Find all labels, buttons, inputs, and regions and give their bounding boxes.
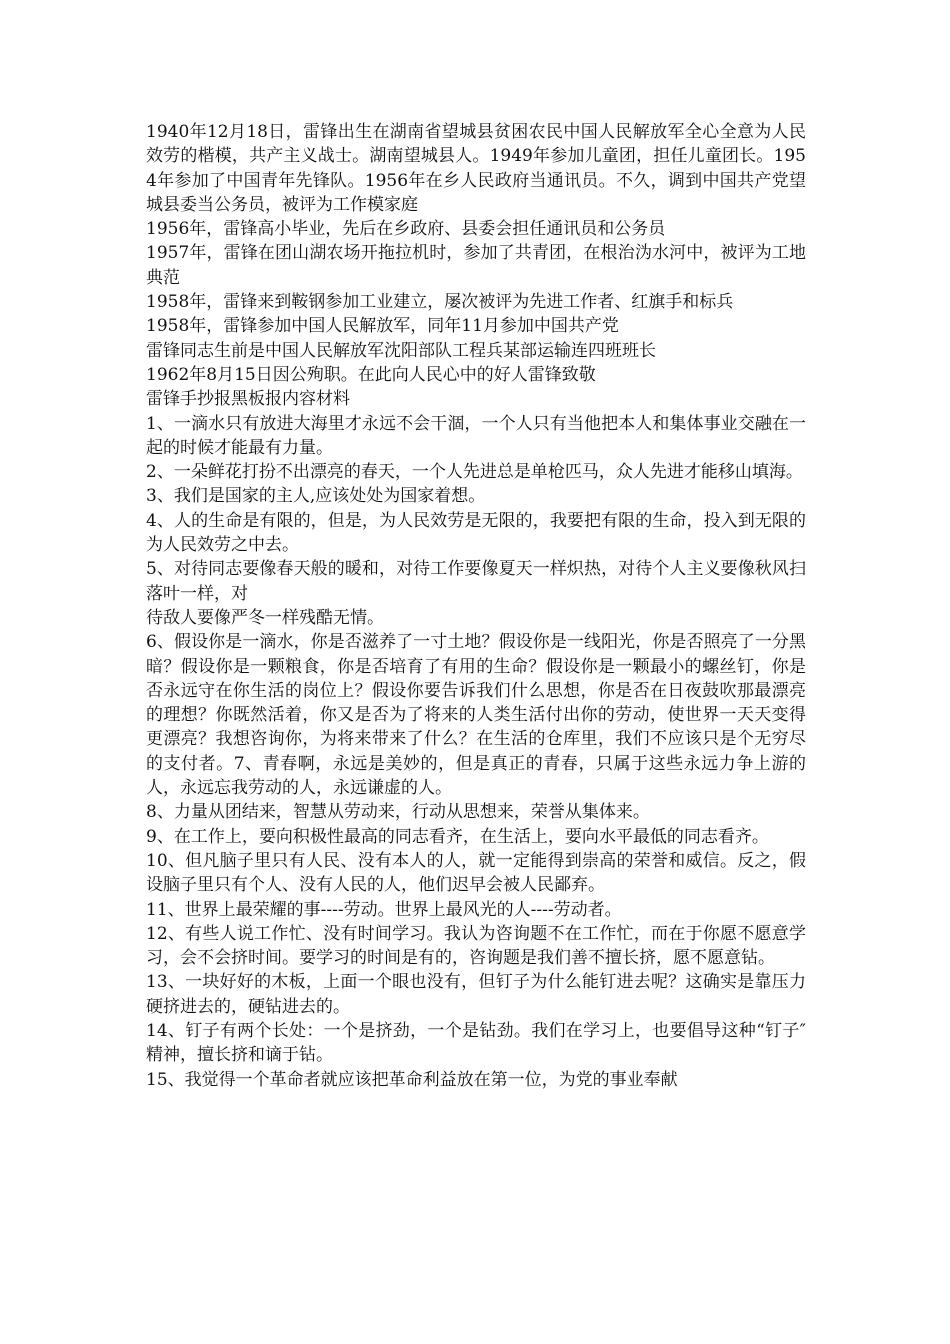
- quote-4: 4、人的生命是有限的，但是，为人民效劳是无限的，我要把有限的生命，投入到无限的为人民效劳之中去。: [146, 510, 806, 556]
- quote-2: 2、一朵鲜花打扮不出漂亮的春天，一个人先进总是单枪匹马，众人先进才能移山填海。: [146, 462, 803, 483]
- quote-6-7: 6、假设你是一滴水，你是否滋养了一寸土地？假设你是一线阳光，你是否照亮了一分黑暗？假设你是一颗粮食，你是否培育了有用的生命？假设你是一颗最小的螺丝钉，你是否永远守在你生活的岗位上？假设你要告诉我们什么思想，你是否在日夜鼓吹那最漂亮的理想？你既然活着，你又是否为了将来的人类生活付出你的劳动，使世界一天天变得更漂亮？我想咨询你，为将来带来了什么？在生活的仓库里，我们不应该只是个无穷尽的支付者。7、青春啊，永远是美妙的，但是真正的青春，只属于这些永远力争上游的人，永远忘我劳动的人，永远谦虚的人。: [146, 632, 806, 799]
- paragraph-squad-leader: 雷锋同志生前是中国人民解放军沈阳部队工程兵某部运输连四班班长: [146, 340, 656, 361]
- quote-5-continued: 待敌人要像严冬一样残酷无情。: [146, 607, 384, 628]
- document-page: [146, 120, 806, 1092]
- quote-15: 15、我觉得一个革命者就应该把革命利益放在第一位，为党的事业奉献: [146, 1069, 678, 1090]
- paragraph-1956: 1956年，雷锋高小毕业，先后在乡政府、县委会担任通讯员和公务员: [146, 219, 666, 240]
- section-title: 雷锋手抄报黑板报内容材料: [146, 389, 350, 410]
- quote-5: 5、对待同志要像春天般的暖和，对待工作要像夏天一样炽热，对待个人主义要像秋风扫落叶一样，对: [146, 559, 806, 604]
- quote-13: 13、一块好好的木板，上面一个眼也没有，但钉子为什么能钉进去呢？这确实是靠压力硬挤进去的，硬钻进去的。: [146, 972, 806, 1017]
- quote-10: 10、但凡脑子里只有人民、没有本人的人，就一定能得到崇高的荣誉和威信。反之，假设脑子里只有个人、没有人民的人，他们迟早会被人民鄙弃。: [146, 850, 806, 896]
- quote-8: 8、力量从团结来，智慧从劳动来，行动从思想来，荣誉从集体来。: [146, 802, 650, 823]
- quote-9: 9、在工作上，要向积极性最高的同志看齐，在生活上，要向水平最低的同志看齐。: [146, 826, 769, 847]
- paragraph-1962: 1962年8月15日因公殉职。在此向人民心中的好人雷锋致敬: [146, 364, 596, 385]
- paragraph-1958-anshan: 1958年，雷锋来到鞍钢参加工业建立，屡次被评为先进工作者、红旗手和标兵: [146, 292, 734, 313]
- quote-11: 11、世界上最荣耀的事----劳动。世界上最风光的人----劳动者。: [146, 899, 622, 920]
- quote-14: 14、钉子有两个长处：一个是挤劲，一个是钻劲。我们在学习上，也要倡导这种“钉子″精神，擅长挤和谪于钻。: [146, 1020, 806, 1066]
- paragraph-1957: 1957年，雷锋在团山湖农场开拖拉机时，参加了共青团，在根治沩水河中，被评为工地典范: [146, 243, 806, 288]
- paragraph-1958-army: 1958年，雷锋参加中国人民解放军，同年11月参加中国共产党: [146, 316, 619, 337]
- quote-1: 1、一滴水只有放进大海里才永远不会干涸，一个人只有当他把本人和集体事业交融在一起的时候才能最有力量。: [146, 413, 806, 458]
- paragraph-bio-intro: 1940年12月18日，雷锋出生在湖南省望城县贫困农民中国人民解放军全心全意为人民效劳的楷模，共产主义战士。湖南望城县人。1949年参加儿童团，担任儿童团长。1954年参加了中国青年先锋队。1956年在乡人民政府当通讯员。不久，调到中国共产党望城县委当公务员，被评为工作模家庭: [146, 122, 806, 215]
- quote-12: 12、有些人说工作忙、没有时间学习。我认为咨询题不在工作忙，而在于你愿不愿意学习，会不会挤时间。要学习的时间是有的，咨询题是我们善不擅长挤，愿不愿意钻。: [146, 923, 806, 969]
- quote-3: 3、我们是国家的主人,应该处处为国家着想。: [146, 486, 486, 507]
